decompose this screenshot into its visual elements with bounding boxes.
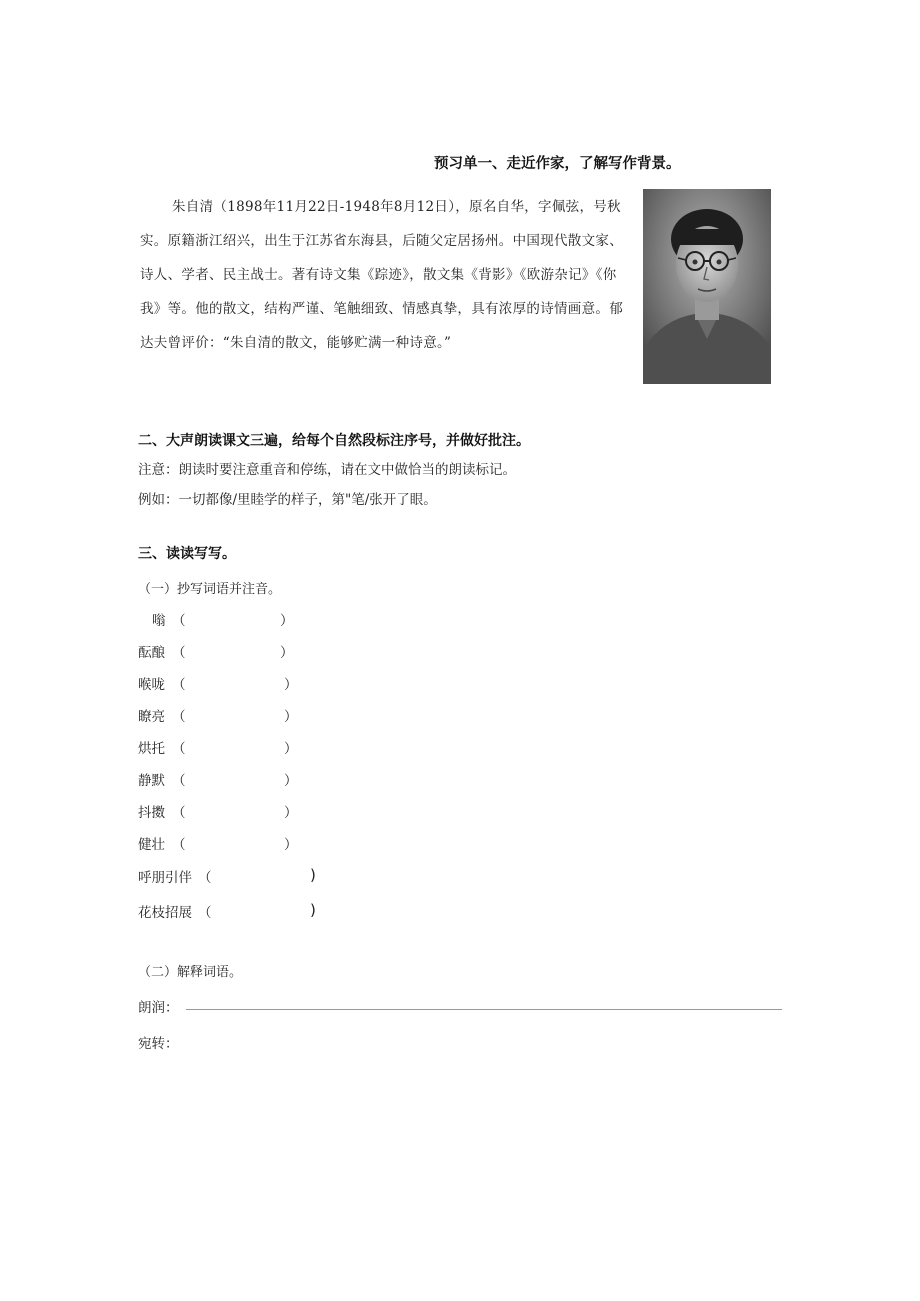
vocab-row [138,705,298,725]
vocab-row [138,673,298,693]
reading-note: 注意：朗读时要注意重音和停练，请在文中做恰当的朗读标记。 [138,462,516,478]
paren-close: ） [284,741,298,757]
paren-open: （ [198,905,212,921]
explain-label-wanzhuan: 宛转： [138,1036,179,1052]
vocab-row [138,801,298,821]
paren-open: （ [198,870,212,886]
section1-title: 预习单一、走近作家，了解写作背景。 [434,156,681,172]
paren-close: ） [284,837,298,853]
portrait-photo-icon [643,189,771,384]
vocab-row [152,609,294,629]
vocab-word: 嗡 [152,613,166,629]
answer-line[interactable] [186,1009,782,1010]
vocab-row [138,866,316,886]
vocab-word: 烘托 [138,741,165,757]
paren-close: ) [310,866,316,884]
paren-close: ） [280,613,294,629]
paren-open: （ [172,773,186,789]
vocab-row [138,769,298,789]
paren-close: ） [280,645,294,661]
paren-open: （ [172,837,186,853]
vocab-word: 瞭亮 [138,709,165,725]
vocab-word: 花枝招展 [138,905,192,921]
paren-open: （ [172,741,186,757]
vocab-row [138,641,294,661]
vocab-word: 静默 [138,773,165,789]
paren-open: （ [172,645,186,661]
vocab-word: 抖擞 [138,805,165,821]
paren-close: ） [284,773,298,789]
author-intro: 朱自清（1898年11月22日-1948年8月12日），原名自华，字佩弦，号秋实。原籍浙江绍兴，出生于江苏省东海县，后随父定居扬州。中国现代散文家、诗人、学者、民主战士。著有诗文集《踪迹》，散文集《背影》《欧游杂记》《你我》等。他的散文，结构严谨、笔触细致、情感真挚，具有浓厚的诗情画意。郁达夫曾评价：“朱自清的散文，能够贮满一种诗意。” [140,199,623,351]
vocab-word: 呼朋引伴 [138,870,192,886]
paren-close: ） [284,709,298,725]
explain-words-subtitle: （二）解释词语。 [138,965,243,980]
vocab-row [138,737,298,757]
section2-title: 二、大声朗读课文三遍，给每个自然段标注序号，并做好批注。 [138,433,530,449]
paren-close: ) [310,901,316,919]
vocab-row [138,901,316,921]
paren-open: （ [172,677,186,693]
section3-title: 三、读读写写。 [138,546,236,562]
paren-close: ） [284,677,298,693]
vocab-word: 健壮 [138,837,165,853]
paren-open: （ [172,613,186,629]
paren-close: ） [284,805,298,821]
paren-open: （ [172,709,186,725]
vocab-row [138,833,298,853]
vocab-word: 酝酿 [138,645,165,661]
explain-label-langrun: 朗润： [138,1000,179,1016]
copy-words-subtitle: （一）抄写词语并注音。 [138,582,282,597]
reading-example: 例如：一切都像/里睦学的样子，第"笔/张开了眼。 [138,492,437,508]
vocab-word: 喉咙 [138,677,165,693]
paren-open: （ [172,805,186,821]
